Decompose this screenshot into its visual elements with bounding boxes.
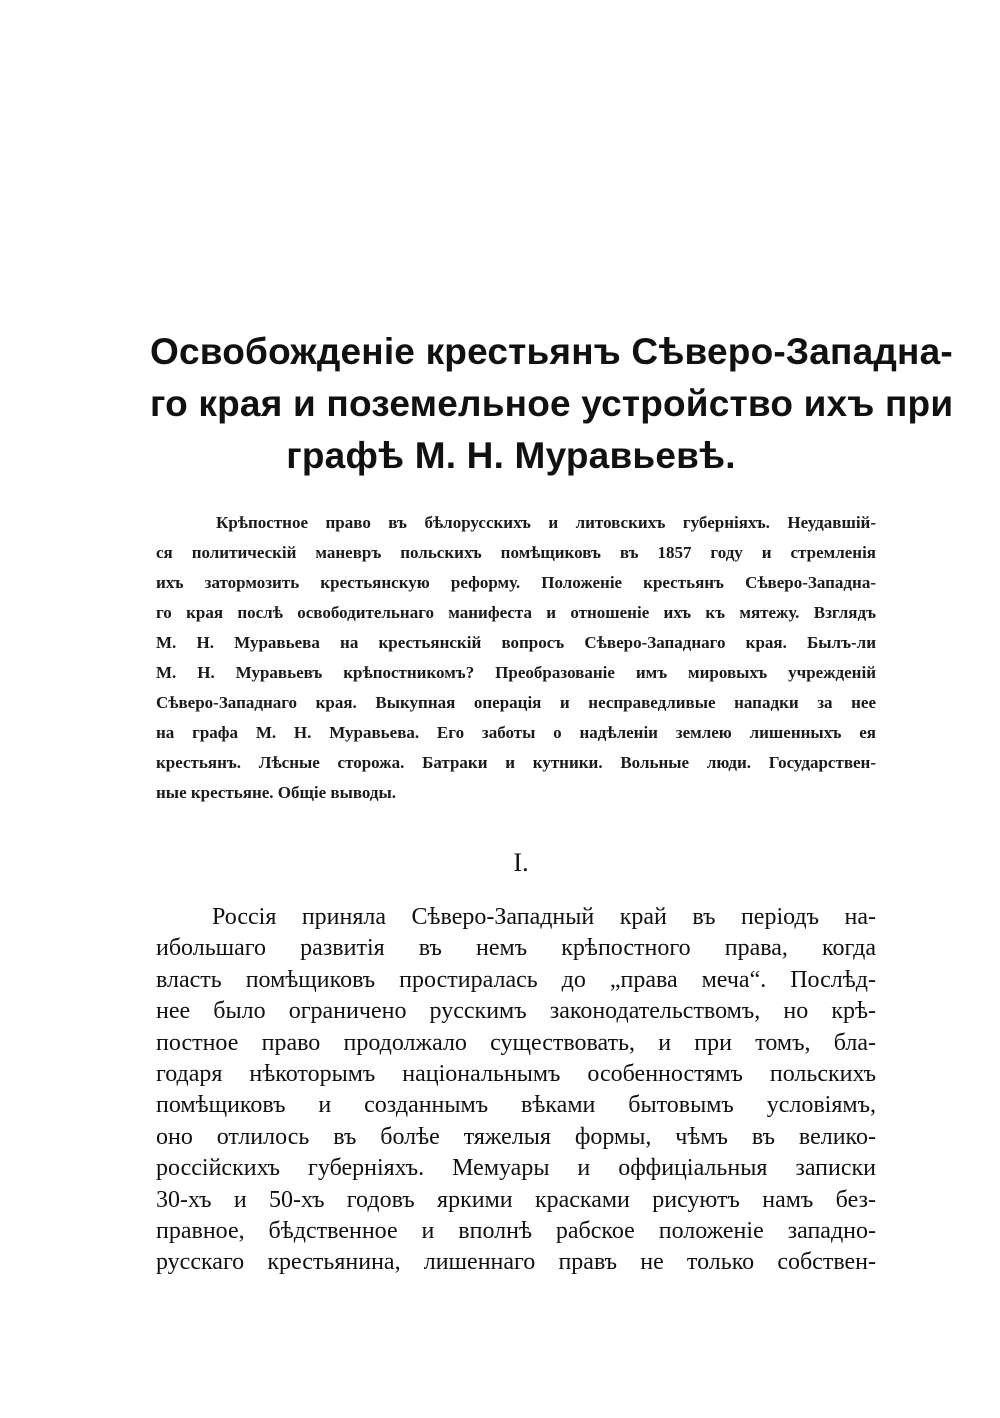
summary-line: Сѣверо-Западнаго края. Выкупная операція и несправедливые нападки за нее — [156, 693, 876, 712]
body-line: помѣщиковъ и созданнымъ вѣками бытовымъ условіямъ, — [156, 1092, 876, 1119]
body-line: годаря нѣкоторымъ національнымъ особенностямъ польскихъ — [156, 1061, 876, 1088]
summary-line: ихъ затормозить крестьянскую реформу. Положеніе крестьянъ Сѣверо-Западна- — [156, 573, 876, 592]
body-line: русскаго крестьянина, лишеннаго правъ не только собствен- — [156, 1249, 876, 1276]
body-line: Россія приняла Сѣверо-Западный край въ періодъ на- — [212, 904, 876, 930]
summary-line: ные крестьяне. Общіе выводы. — [156, 783, 397, 802]
summary-line: крестьянъ. Лѣсные сторожа. Батраки и кутники. Вольные люди. Государствен- — [156, 753, 876, 772]
body-line: россійскихъ губерніяхъ. Мемуары и оффиціальныя записки — [156, 1155, 876, 1182]
summary-line: на графа М. Н. Муравьева. Его заботы о надѣленіи землею лишенныхъ ея — [156, 723, 876, 742]
body-line: правное, бѣдственное и вполнѣ рабское положеніе западно- — [156, 1218, 876, 1245]
article-title — [150, 326, 954, 482]
summary-line: го края послѣ освободительнаго манифеста и отношеніе ихъ къ мятежу. Взглядъ — [156, 603, 876, 622]
body-line: нее было ограничено русскимъ законодательствомъ, но крѣ- — [156, 998, 876, 1025]
body-line: ибольшаго развитія въ немъ крѣпостного права, когда — [156, 935, 876, 962]
title-line: Освобожденіе крестьянъ Сѣверо-Западна- — [150, 331, 953, 372]
body-line: 30-хъ и 50-хъ годовъ яркими красками рисуютъ намъ без- — [156, 1186, 876, 1213]
title-line: графѣ М. Н. Муравьевѣ. — [286, 435, 736, 476]
body-paragraph — [156, 902, 876, 1279]
summary-line: ся политическій маневръ польскихъ помѣщиковъ въ 1857 году и стремленія — [156, 543, 876, 562]
summary-line: Крѣпостное право въ бѣлорусскихъ и литовскихъ губерніяхъ. Неудавшій- — [216, 513, 876, 532]
body-line: власть помѣщиковъ простиралась до „права меча“. Послѣд- — [156, 966, 876, 993]
body-line: оно отлилось въ болѣе тяжелыя формы, чѣмъ въ велико- — [156, 1123, 876, 1150]
summary-line: М. Н. Муравьевъ крѣпостникомъ? Преобразованіе имъ мировыхъ учрежденій — [156, 663, 876, 682]
summary-line: М. Н. Муравьева на крестьянскій вопросъ Сѣверо-Западнаго края. Былъ-ли — [156, 633, 876, 652]
chapter-summary — [156, 508, 876, 808]
body-line: постное право продолжало существовать, и при томъ, бла- — [156, 1029, 876, 1056]
section-number: I. — [513, 848, 529, 877]
title-line: го края и поземельное устройство ихъ при — [150, 383, 954, 424]
